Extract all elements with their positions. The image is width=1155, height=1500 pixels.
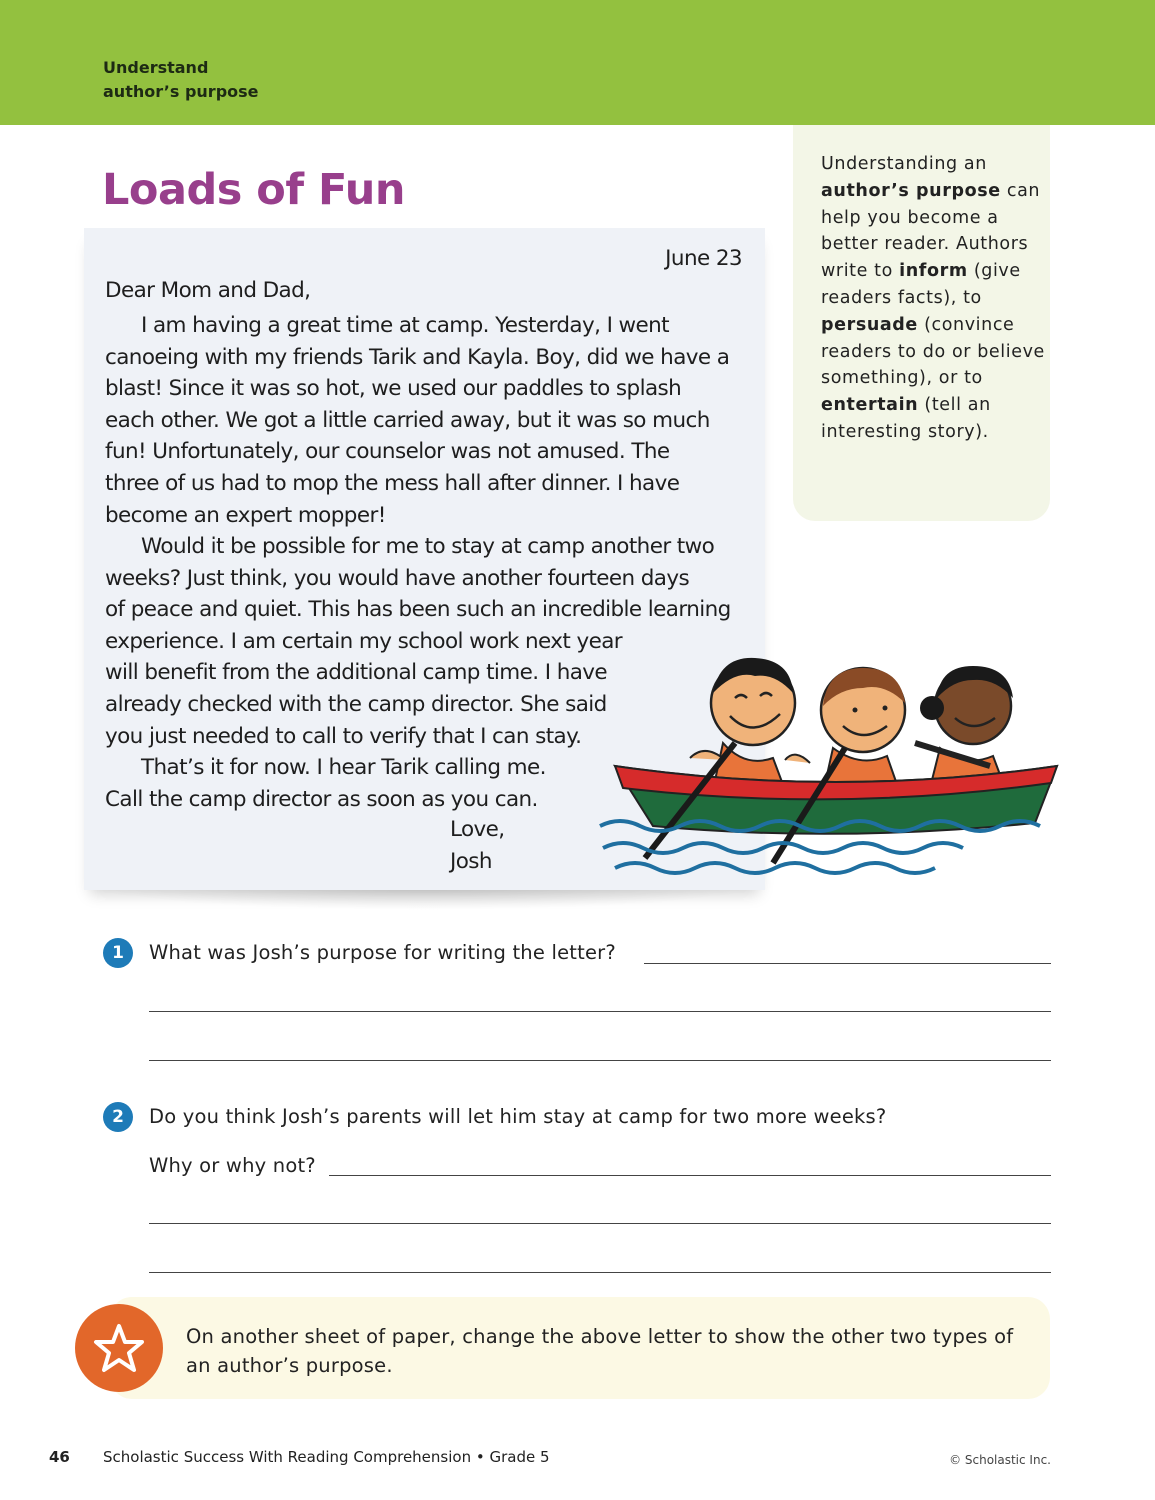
answer-line-2a[interactable] xyxy=(329,1175,1051,1176)
question-number-badge: 1 xyxy=(103,938,133,968)
kid-right xyxy=(915,666,1013,788)
letter-closing xyxy=(450,814,505,877)
page-title: Loads of Fun xyxy=(102,165,405,215)
letter-line: you just needed to call to verify that I can stay. xyxy=(105,723,582,749)
letter-line: already checked with the camp director. She said xyxy=(105,691,607,717)
tip-text-segment: (convince readers to do or believe something), or to xyxy=(821,314,1045,389)
question-number-badge: 2 xyxy=(103,1102,133,1132)
letter-line: Call the camp director as soon as you can. xyxy=(105,786,538,812)
letter-paragraph-1 xyxy=(105,310,755,531)
answer-line-1b[interactable] xyxy=(149,1011,1051,1012)
letter-line: three of us had to mop the mess hall after dinner. I have xyxy=(105,470,680,496)
tip-text-segment: (give readers facts), to xyxy=(821,261,1021,308)
tip-keyword: persuade xyxy=(821,314,918,335)
extension-task-text: On another sheet of paper, change the above letter to show the other two types of an author’s purpose. xyxy=(186,1325,1014,1377)
letter-shadow xyxy=(96,888,751,910)
tip-text-segment: can help you become a better reader. Authors write to xyxy=(821,180,1041,282)
letter-line: Would it be possible for me to stay at camp another two xyxy=(141,534,715,559)
question-text: What was Josh’s purpose for writing the letter? xyxy=(149,941,616,964)
letter-greeting: Dear Mom and Dad, xyxy=(105,278,311,303)
letter-line: become an expert mopper! xyxy=(105,502,386,528)
skill-label xyxy=(103,56,259,104)
closing-word: Love, xyxy=(450,817,505,842)
letter-line: weeks? Just think, you would have another fourteen days xyxy=(105,565,690,591)
kid-middle xyxy=(821,668,905,793)
kid-left xyxy=(690,658,810,790)
question-followup: Why or why not? xyxy=(149,1154,316,1177)
answer-line-2c[interactable] xyxy=(149,1272,1051,1273)
letter-line: blast! Since it was so hot, we used our paddles to splash xyxy=(105,376,682,402)
tip-sidebar xyxy=(793,125,1050,521)
canoe-illustration xyxy=(595,648,1065,888)
star-badge xyxy=(75,1304,163,1392)
letter-date: June 23 xyxy=(665,246,742,271)
letter-line: will benefit from the additional camp time. I have xyxy=(105,660,608,686)
answer-line-2b[interactable] xyxy=(149,1223,1051,1224)
letter-line: I am having a great time at camp. Yesterday, I went xyxy=(141,313,670,338)
tip-keyword: author’s purpose xyxy=(821,180,1001,201)
tip-keyword: entertain xyxy=(821,395,919,416)
letter-line: canoeing with my friends Tarik and Kayla. Boy, did we have a xyxy=(105,344,730,370)
letter-line: That’s it for now. I hear Tarik calling me. xyxy=(141,755,546,780)
book-title: Scholastic Success With Reading Comprehension • Grade 5 xyxy=(103,1448,550,1466)
tip-text-segment: (tell an interesting story). xyxy=(821,395,991,442)
letter-line: fun! Unfortunately, our counselor was not amused. The xyxy=(105,439,670,465)
copyright: © Scholastic Inc. xyxy=(949,1453,1051,1467)
page-number: 46 xyxy=(49,1448,70,1466)
signature: Josh xyxy=(450,848,492,874)
letter-line: of peace and quiet. This has been such an incredible learning xyxy=(105,597,731,623)
star-icon xyxy=(75,1304,163,1392)
tip-text xyxy=(821,151,1046,446)
tip-text-segment: Understanding an xyxy=(821,154,987,174)
answer-line-1a[interactable] xyxy=(644,963,1051,964)
skill-line-1: Understand xyxy=(103,58,209,77)
skill-line-2: author’s purpose xyxy=(103,82,259,101)
letter-line: each other. We got a little carried away, but it was so much xyxy=(105,407,710,433)
answer-line-1c[interactable] xyxy=(149,1060,1051,1061)
question-text: Do you think Josh’s parents will let him stay at camp for two more weeks? xyxy=(149,1105,887,1128)
letter-line: experience. I am certain my school work next year xyxy=(105,628,623,654)
tip-keyword: inform xyxy=(899,261,968,282)
